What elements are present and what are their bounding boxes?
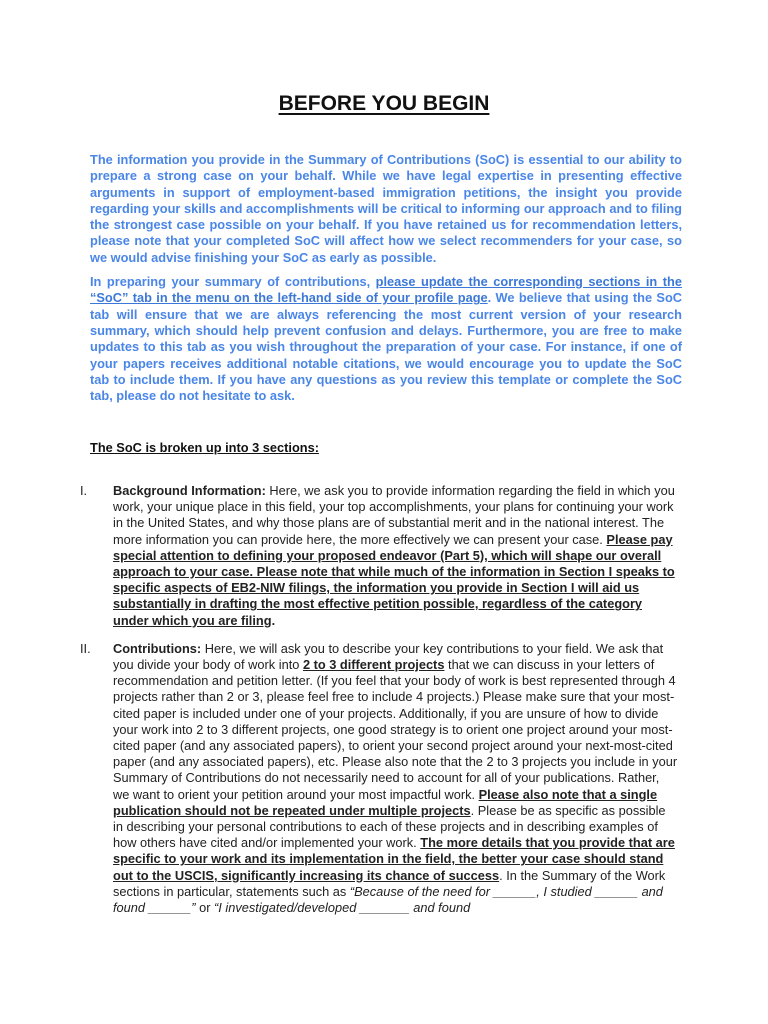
- item-text: Here, we will ask you to describe your key contributions to your field. We ask that you divide your body of work into: [113, 640, 664, 673]
- item-emphasis: Please pay special attention to defining your proposed endeavor (Part 5), which will shape our overall approach to your case. Please note that while much of the information in Section I speaks to specific aspects of EB2-NIW filings, the information you provide in Section I will aid us substantially in drafting the most effective petition possible, regardless of the category under which you are filing: [113, 531, 675, 628]
- soc-tab-link[interactable]: please update the corresponding sections in the “SoC” tab in the menu on the left-hand side of your profile page: [90, 274, 682, 306]
- item-quote: “I investigated/developed _______ and found: [214, 900, 471, 916]
- item-label: Background Information:: [113, 483, 266, 498]
- page-title: BEFORE YOU BEGIN: [278, 92, 490, 115]
- sections-heading: The SoC is broken up into 3 sections:: [90, 440, 319, 455]
- item-label: Contributions:: [113, 640, 202, 656]
- item-quote: “Because of the need for ______, I studied ______ and found ______”: [113, 883, 663, 916]
- intro-paragraph-2: [90, 274, 682, 404]
- item-emphasis: Please also note that a single publication should not be repeated under multiple projects: [113, 786, 658, 818]
- item-text: . Please be as specific as possible in describing your personal contributions to each of these projects and in describing examples of how others have cited and/or implemented your work.: [113, 802, 666, 851]
- item-emphasis: 2 to 3 different projects: [302, 657, 445, 673]
- item-text: . In the Summary of the Work sections in particular, statements such as: [113, 867, 666, 899]
- list-item-text: [113, 641, 678, 916]
- item-emphasis: The more details that you provide that are specific to your work and its implementation in the field, the better your case should stand out to the USCIS, significantly increasing its chance of success: [113, 835, 675, 883]
- intro-section: [90, 152, 682, 412]
- intro-p2-end: . We believe that using the SoC tab will ensure that we are always referencing the most current version of your research summary, which should help prevent confusion and delays. Furthermore, you are free to make updates to this tab as you wish throughout the preparation of your case. For instance, if one of your papers receives additional notable citations, we would encourage you to update the SoC tab to include them. If you have any questions as you review this template or complete the SoC tab, please do not hesitate to ask.: [90, 290, 683, 404]
- list-numeral: II.: [80, 640, 91, 656]
- intro-paragraph-1: The information you provide in the Summary of Contributions (SoC) is essential to our ability to prepare a strong case on your behalf. While we have legal expertise in presenting effective arguments in support of employment-based immigration petitions, the insight you provide regarding your skills and accomplishments will be critical to informing our approach and to filing the strongest case possible on your behalf. If you have retained us for recommendation letters, please note that your completed SoC will affect how we select recommenders for your case, so we would advise finishing your SoC as early as possible.: [90, 152, 682, 265]
- item-text: Here, we ask you to provide information regarding the field in which you work, your unique place in this field, your top accomplishments, your plans for continuing your work in the United States, and why those plans are of substantial merit and in the national interest. The more information you can provide here, the more effectively we can present your case.: [113, 483, 675, 547]
- list-item-background: [60, 483, 690, 629]
- item-text: or: [195, 900, 215, 916]
- list-numeral: I.: [80, 483, 88, 498]
- sections-list: [60, 483, 690, 928]
- intro-p2-start: In preparing your summary of contributions,: [90, 274, 376, 290]
- item-text-end: .: [271, 612, 276, 628]
- item-text: that we can discuss in your letters of recommendation and petition letter. (If you feel that your body of work is best represented through 4 projects rather than 2 or 3, please feel free to include 4 projects.) Please make sure that your most-cited paper is included under one of your projects. Additionally, if you are unsure of how to divide your work into 2 to 3 different projects, one good strategy is to orient one project around your most-cited paper (and any associated papers), to orient your second project around your next-most-cited paper (and any associated papers), etc. Please also note that the 2 to 3 projects you include in your Summary of Contributions do not necessarily need to account for all of your publications. Rather, we want to orient your petition around your most impactful work.: [113, 657, 678, 802]
- list-item-text: [113, 483, 678, 629]
- list-item-contributions: [60, 641, 690, 916]
